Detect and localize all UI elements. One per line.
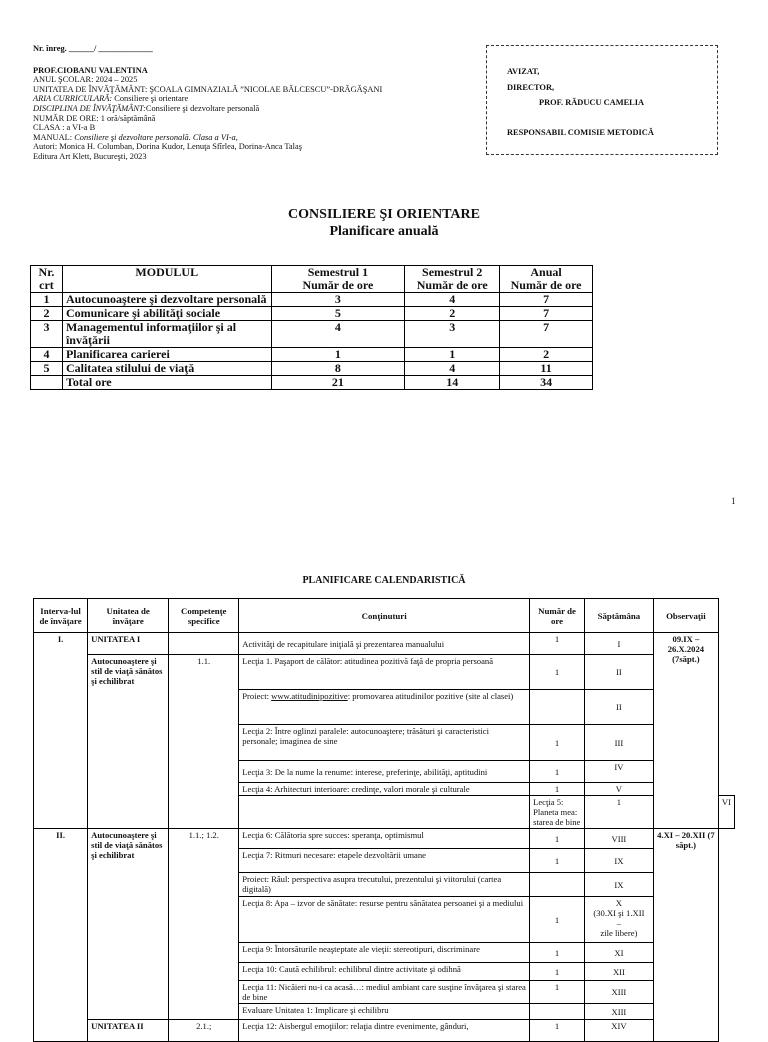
row-annual: 2 [500,348,593,362]
document-title: CONSILIERE ŞI ORIENTARE [288,207,480,222]
row-sem1: 4 [271,321,405,348]
competence-cell: 2.1.; [169,1020,239,1042]
content-cell: Evaluare Unitatea 1: Implicare şi echilibru [239,1004,530,1020]
week-cell: IX [584,849,653,873]
table-row [34,655,735,690]
content-cell: Activităţi de recapitulare iniţială şi prezentarea manualului [239,633,530,655]
content-cell: Lecţia 8: Apa – izvor de sănătate: resurse pentru sănătatea persoanei şi a mediului [239,897,530,943]
hours-cell: 1 [530,981,585,1004]
row-sem2: 1 [405,348,500,362]
week-cell: I [584,633,653,655]
row-annual: 7 [500,321,593,348]
total-sem2: 14 [405,376,500,390]
row-nr: 3 [31,321,63,348]
row-module: Comunicare şi abilităţi sociale [62,307,271,321]
header-unit: Unitatea de învăţare [88,599,169,633]
annual-plan-table [30,265,593,390]
hours-cell: 1 [530,943,585,963]
header-nr [31,266,63,293]
header-sem2-line2: Număr de ore [416,278,488,292]
unit-cell: Autocunoaştere şi stil de viaţă sănătos şi echilibrat [88,655,169,829]
header-module: MODULUL [62,266,271,293]
manual-publisher: Editura Art Klett, Bucureşti, 2023 [33,151,147,161]
manual-authors: Autori: Monica H. Columban, Dorina Kudor, Lenuţa Sfîrlea, Dorina-Anca Talaş [33,142,302,152]
week-cell: XII [584,963,653,981]
hours-cell [530,873,585,897]
week-line2: (30.XI şi 1.XII [593,908,645,918]
unit-cell: UNITATEA I [88,633,169,655]
discipline-label: DISCIPLINA DE ÎNVĂŢĂMÂNT: [33,103,146,113]
document-header [33,44,473,162]
header-notes: Observaţii [653,599,718,633]
total-annual: 34 [500,376,593,390]
total-empty-cell [31,376,63,390]
row-annual: 11 [500,362,593,376]
manual [33,133,473,143]
content-cell: Lecţia 6: Călătoria spre succes: speranţa, optimismul [239,829,530,849]
table-row [34,633,735,655]
total-row [31,376,593,390]
school-name: UNITATEA DE ÎNVĂŢĂMÂNT: ŞCOALA GIMNAZIALĂ ”NICOLAE BĂLCESCU”-DRĂGĂŞANI [33,84,383,94]
curricular-area-label: ARIA CURRICULARĂ: [33,94,113,104]
hours-cell: 1 [530,655,585,690]
class-name: CLASA : a VI-a B [33,123,96,133]
total-sem1: 21 [271,376,405,390]
hours-per-week: NUMĂR DE ORE: 1 oră/săptămână [33,113,156,123]
week-line3: – [616,918,622,928]
content-cell: Lecţia 3: De la nume la renume: interese, preferinţe, abilităţi, aptitudini [239,761,530,783]
header-interval: Interva-lul de învăţare [34,599,88,633]
committee-label: RESPONSABIL COMISIE METODICĂ [507,128,654,137]
week-cell: XIII [584,1004,653,1020]
discipline [33,104,473,114]
week-cell [584,897,653,943]
week-cell: IX [584,873,653,897]
calendar-header-row [34,599,735,633]
header-annual-line2: Număr de ore [510,278,582,292]
week-cell: V [584,783,653,796]
header-hours: Număr de ore [530,599,585,633]
unit-cell: UNITATEA II [88,1020,169,1042]
header-annual [500,266,593,293]
page-number: 1 [731,496,736,506]
director-name: PROF. RĂDUCU CAMELIA [539,98,645,107]
document-subtitle: Planificare anuală [329,224,439,239]
table-row [31,321,593,348]
table-header-row [31,266,593,293]
manual-suffix: , [235,132,238,142]
header-sem1-line1: Semestrul 1 [307,265,369,279]
competence-cell: 1.1.; 1.2. [169,829,239,1020]
week-cell: IV [584,761,653,783]
row-annual: 7 [500,307,593,321]
notes-cell: 4.XI – 20.XII (7 săpt.) [653,829,718,1042]
row-module: Managementul informaţiilor şi al învăţării [62,321,271,348]
table-row [34,1020,735,1042]
content-cell: Lecţia 5: Planeta mea: starea de bine [530,796,585,829]
content-cell: Lecţia 11: Nicăieri nu-i ca acasă…: mediul ambiant care susţine învăţarea şi starea de bine [239,981,530,1004]
header-sem1-line2: Număr de ore [302,278,374,292]
interval-cell: II. [34,829,88,1042]
curricular-area-value: Consiliere şi orientare [112,94,189,104]
row-sem2: 2 [405,307,500,321]
week-cell: XI [584,943,653,963]
row-module: Autocunoaştere şi dezvoltare personală [62,293,271,307]
total-label: Total ore [62,376,271,390]
header-content: Conţinuturi [239,599,530,633]
manual-label: MANUAL: [33,132,75,142]
content-cell: Lecţia 1. Paşaport de călător: atitudinea pozitivă faţă de propria persoană [239,655,530,690]
table-row [34,829,735,849]
content-cell: Lecţia 4: Arhitecturi interioare: credinţe, valori morale şi culturale [239,783,530,796]
table-row [31,293,593,307]
manual-title: Consiliere şi dezvoltare personală. Clasa a VI-a [74,132,236,142]
hours-cell: 1 [530,849,585,873]
header-annual-line1: Anual [530,265,562,279]
registration-number: Nr. înreg. ______/ _____________ [33,44,153,53]
discipline-value: Consiliere şi dezvoltare personală [145,103,260,113]
project-link[interactable]: www.atitudinipozitive [271,691,348,701]
competence-cell [169,633,239,655]
curricular-area [33,94,473,104]
hours-cell: 1 [530,725,585,761]
approval-label: AVIZAT, [507,67,540,76]
unit-cell: Autocunoaştere şi stil de viaţă sănătos şi echilibrat [88,829,169,1020]
week-cell: VIII [584,829,653,849]
row-nr: 4 [31,348,63,362]
row-sem1: 8 [271,362,405,376]
header-sem2 [405,266,500,293]
row-sem1: 3 [271,293,405,307]
table-row [31,348,593,362]
week-cell: VI [718,796,734,829]
teacher-name: PROF.CIOBANU VALENTINA [33,65,148,75]
calendar-plan-table [33,598,735,1042]
hours-cell: 1 [530,963,585,981]
content-cell: Lecţia 7: Ritmuri necesare: etapele dezvoltării umane [239,849,530,873]
content-cell: Proiect: Râul: perspectiva asupra trecutului, prezentului şi viitorului (cartea digitală) [239,873,530,897]
hours-cell: 1 [530,633,585,655]
row-sem2: 4 [405,362,500,376]
director-label: DIRECTOR, [507,83,555,92]
header-sem2-line1: Semestrul 2 [422,265,483,279]
hours-cell: 1 [530,783,585,796]
hours-cell: 1 [584,796,653,829]
hours-cell: 1 [530,897,585,943]
competence-cell: 1.1. [169,655,239,829]
calendar-title: PLANIFICARE CALENDARISTICĂ [302,575,466,586]
row-nr: 5 [31,362,63,376]
week-cell: II [584,690,653,725]
hours-cell [530,1004,585,1020]
row-module: Planificarea carierei [62,348,271,362]
row-sem1: 5 [271,307,405,321]
unit-cell [239,796,530,829]
content-suffix: : promovarea atitudinilor pozitive (site al clasei) [347,691,514,701]
hours-cell: 1 [530,829,585,849]
notes-cell: 09.IX – 26.X.2024 (7săpt.) [653,633,718,829]
header-nr-line1: Nr. [38,265,55,279]
row-sem2: 3 [405,321,500,348]
content-cell: Lecţia 12: Aisbergul emoţiilor: relaţia dintre evenimente, gânduri, [239,1020,530,1042]
row-sem2: 4 [405,293,500,307]
header-nr-line2: crt [39,278,54,292]
row-nr: 2 [31,307,63,321]
table-row [31,362,593,376]
header-sem1 [271,266,405,293]
hours-cell: 1 [530,761,585,783]
week-cell: XIII [584,981,653,1004]
content-cell: Lecţia 2: Între oglinzi paralele: autocunoaştere; trăsături şi caracteristici personale; imaginea de sine [239,725,530,761]
interval-cell: I. [34,633,88,829]
approval-box [486,45,718,155]
school-year: ANUL ŞCOLAR: 2024 – 2025 [33,75,138,85]
header-competences: Competenţe specifice [169,599,239,633]
week-cell: XIV [584,1020,653,1042]
week-cell: III [584,725,653,761]
row-module: Calitatea stilului de viaţă [62,362,271,376]
table-row [31,307,593,321]
header-week: Săptămâna [584,599,653,633]
week-line1: X [615,898,623,908]
hours-cell [530,690,585,725]
content-cell: Lecţia 9: Întorsăturile neaşteptate ale vieţii: stereotipuri, discriminare [239,943,530,963]
row-annual: 7 [500,293,593,307]
content-prefix: Proiect: [242,691,272,701]
hours-cell: 1 [530,1020,585,1042]
week-line4: zile libere) [600,928,638,938]
row-sem1: 1 [271,348,405,362]
week-cell: II [584,655,653,690]
content-cell [239,690,530,725]
row-nr: 1 [31,293,63,307]
content-cell: Lecţia 10: Caută echilibrul: echilibrul dintre activitate şi odihnă [239,963,530,981]
